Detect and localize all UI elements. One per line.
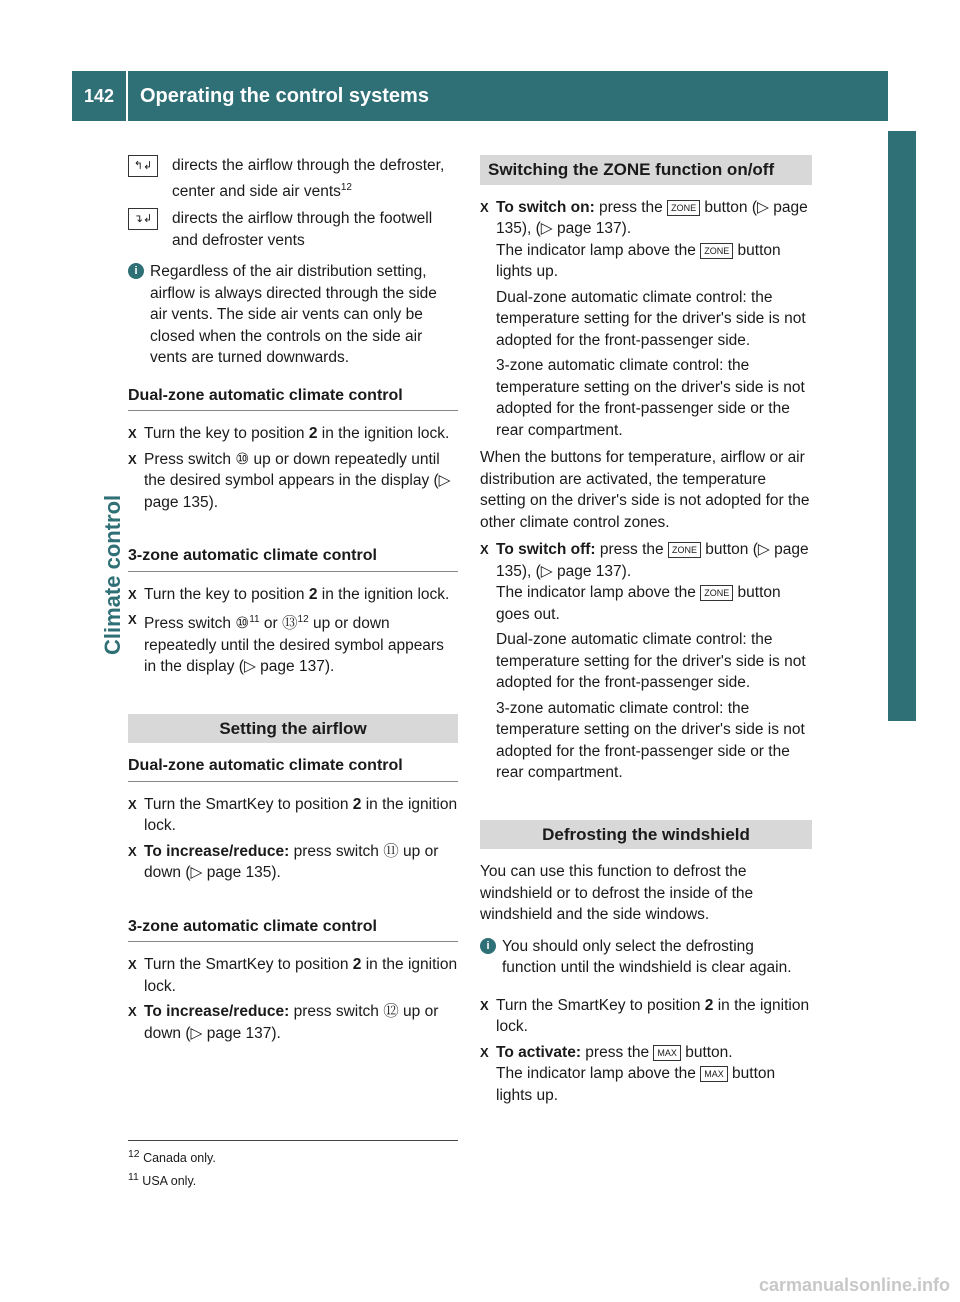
step: X Turn the SmartKey to position 2 in the ignition lock. — [128, 794, 458, 837]
info-icon: i — [128, 263, 144, 279]
page-title: Operating the control systems — [140, 85, 429, 107]
header-divider — [126, 71, 128, 121]
subheading: 3-zone automatic climate control — [128, 916, 458, 943]
step: X Press switch ⑩ up or down repeatedly until the desired symbol appears in the display (▷ page 135). — [128, 449, 458, 514]
left-column — [128, 155, 458, 1048]
footnote: $^{11}$ USA only. — [128, 1172, 197, 1189]
step-marker-icon: X — [480, 997, 489, 1013]
step: X Turn the SmartKey to position 2 in the ignition lock. — [480, 995, 812, 1038]
watermark: carmanualsonline.info — [758, 1275, 950, 1295]
airflow-footwell-defrost-icon: ↴↲ — [128, 208, 158, 230]
airflow-defrost-center-side-icon: ↰↲ — [128, 155, 158, 177]
step-marker-icon: X — [128, 612, 137, 628]
subheading: 3-zone automatic climate control — [128, 545, 458, 572]
defrost-max-button-icon: MAX — [653, 1045, 681, 1061]
step-marker-icon: X — [480, 542, 489, 557]
info-note: i Regardless of the air distribution setting, airflow is always directed through the side air vents. The side air vents can only be closed when the controls on the side air vents are turned downwards. — [128, 261, 458, 369]
paragraph: 3-zone automatic climate control: the temperature setting on the driver's side is not adopted for the front-passenger side or the rear compartment. — [496, 699, 805, 781]
page-number: 142 — [83, 85, 115, 106]
step: X To switch on: press the ZONE button (▷ page 135), (▷ page 137). The indicator lamp above the ZONE button lights up. — [480, 197, 812, 283]
footnote: $^{12}$ Canada only. — [128, 1149, 216, 1166]
info-icon: i — [480, 938, 496, 954]
step: X To increase/reduce: press switch ⑪ up or down (▷ page 135). — [128, 841, 458, 884]
paragraph: Dual-zone automatic climate control: the temperature setting for the driver's side is not adopted for the front-passenger side. — [496, 631, 806, 691]
subheading: Dual-zone automatic climate control — [128, 385, 458, 412]
step: X Turn the SmartKey to position 2 in the ignition lock. — [128, 954, 458, 997]
paragraph: 3-zone automatic climate control: the temperature setting on the driver's side is not adopted for the front-passenger side or the rear compartment. — [496, 357, 805, 439]
step-marker-icon: X — [128, 586, 137, 602]
step: X Press switch ⑩$^{11}$ or ⑬$^{12}$ up or down repeatedly until the desired symbol appears in the display (▷ page 137). — [128, 609, 458, 678]
right-column — [480, 155, 812, 1110]
paragraph: You can use this function to defrost the windshield or to defrost the inside of the windshield and the side windows. — [480, 863, 754, 923]
section-heading: Defrosting the windshield — [480, 820, 812, 850]
step-marker-icon: X — [128, 426, 137, 442]
step-marker-icon: X — [480, 1044, 489, 1060]
symbol-row: ↴↲ directs the airflow through the footwell and defroster vents — [128, 208, 458, 251]
step-marker-icon: X — [480, 199, 489, 215]
side-tab — [888, 131, 916, 721]
subheading: Dual-zone automatic climate control — [128, 755, 458, 782]
step: X To activate: press the MAX button. The indicator lamp above the MAX button lights up. — [480, 1042, 812, 1107]
section-heading: Setting the airflow — [128, 714, 458, 744]
footnotes — [128, 1140, 458, 1191]
zone-button-icon: ZONE — [700, 243, 733, 259]
defrost-max-button-icon: MAX — [700, 1066, 728, 1082]
step-marker-icon: X — [128, 843, 137, 859]
info-note: i You should only select the defrosting function until the windshield is clear again. — [480, 936, 812, 979]
step-marker-icon: X — [128, 451, 137, 467]
step-marker-icon: X — [128, 1004, 137, 1020]
paragraph: Dual-zone automatic climate control: the temperature setting for the driver's side is not adopted for the front-passenger side. — [496, 288, 806, 349]
side-tab-label: Climate control — [100, 494, 125, 655]
zone-button-icon: ZONE — [668, 542, 701, 558]
zone-button-icon: ZONE — [667, 200, 700, 216]
zone-button-icon: ZONE — [700, 585, 733, 601]
step-marker-icon: X — [128, 957, 137, 973]
paragraph: When the buttons for temperature, airflow or air distribution are activated, the temperature setting on the driver's side is not adopted for the other climate control zones. — [480, 449, 810, 531]
section-heading: Switching the ZONE function on/off — [480, 155, 812, 185]
step: X Turn the key to position 2 in the ignition lock. — [128, 584, 458, 606]
step-marker-icon: X — [128, 796, 137, 812]
step: X Turn the key to position 2 in the ignition lock. — [128, 423, 458, 445]
step: X To switch off: press the ZONE button (▷ page 135), (▷ page 137). The indicator lamp above the ZONE button goes out. — [480, 539, 812, 625]
step: X To increase/reduce: press switch ⑫ up or down (▷ page 137). — [128, 1001, 458, 1044]
symbol-row: ↰↲ directs the airflow through the defroster, center and side air vents$^{12}$ — [128, 155, 458, 202]
